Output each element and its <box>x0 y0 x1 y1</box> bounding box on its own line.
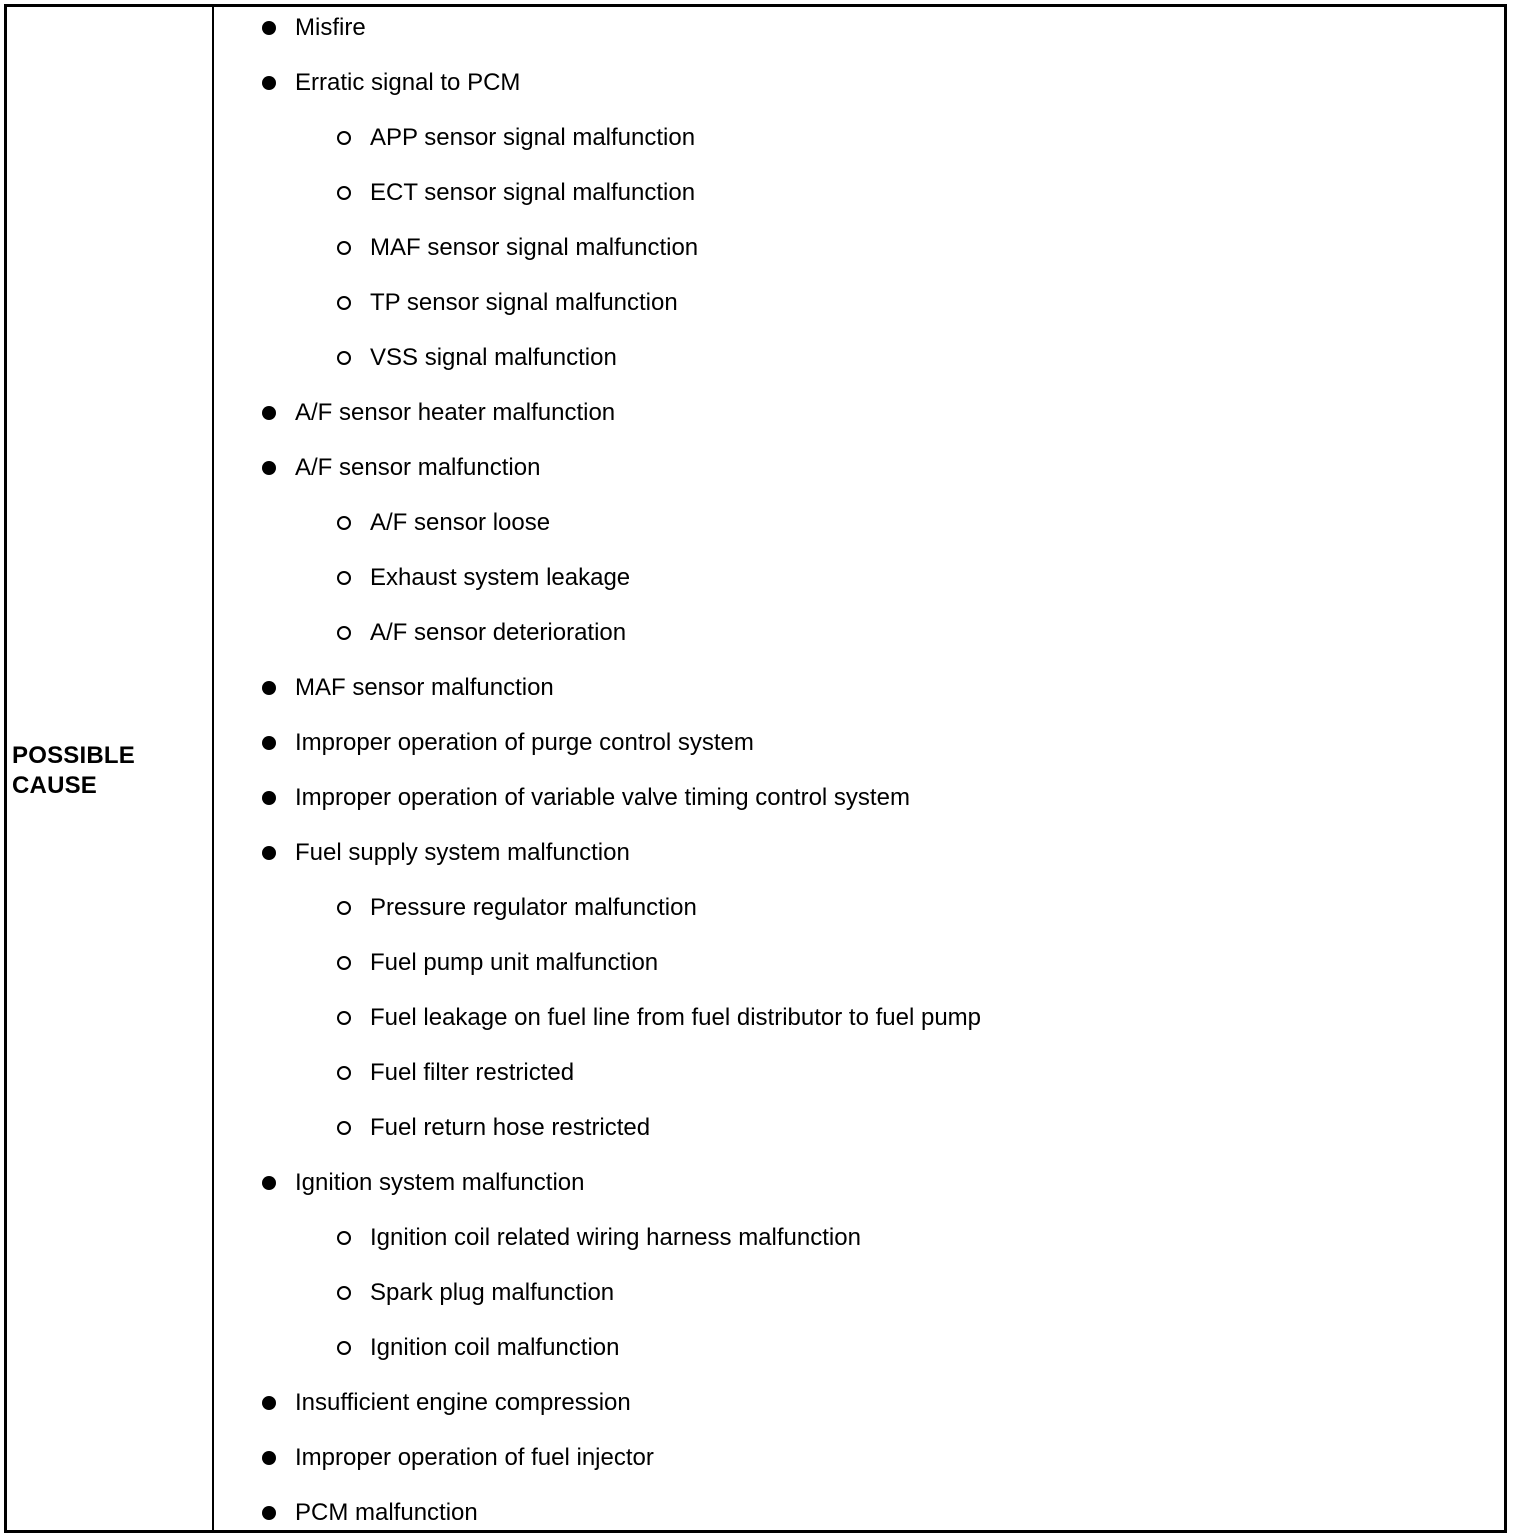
cause-subitem <box>337 233 698 263</box>
cause-text: PCM malfunction <box>295 1499 478 1526</box>
cause-item <box>262 728 754 758</box>
cause-text: Erratic signal to PCM <box>295 69 521 96</box>
filled-bullet-icon <box>262 791 276 805</box>
cause-subitem <box>337 948 658 978</box>
hollow-bullet-icon <box>337 626 351 640</box>
cause-text: Ignition coil related wiring harness malfunction <box>370 1224 861 1251</box>
cause-subitem <box>337 1113 650 1143</box>
cause-text: Spark plug malfunction <box>370 1279 615 1306</box>
cause-item <box>262 1388 631 1418</box>
cause-text: Fuel supply system malfunction <box>295 839 630 866</box>
cause-text: A/F sensor heater malfunction <box>295 399 616 426</box>
hollow-bullet-icon <box>337 571 351 585</box>
filled-bullet-icon <box>262 1396 276 1410</box>
cause-subitem <box>337 618 626 648</box>
cause-text: A/F sensor malfunction <box>295 454 541 481</box>
row-label-line-2: CAUSE <box>12 772 98 799</box>
cause-item <box>262 1498 478 1528</box>
hollow-bullet-icon <box>337 241 351 255</box>
hollow-bullet-icon <box>337 516 351 530</box>
cause-text: Misfire <box>295 14 366 41</box>
cause-text: Improper operation of variable valve timing control system <box>295 784 910 811</box>
cause-item <box>262 838 630 868</box>
cause-subitem <box>337 1333 619 1363</box>
cause-subitem <box>337 1278 614 1308</box>
filled-bullet-icon <box>262 21 276 35</box>
cause-item <box>262 783 910 813</box>
cause-text: Improper operation of fuel injector <box>295 1444 654 1471</box>
row-label-line-1: POSSIBLE <box>12 742 135 769</box>
cause-subitem <box>337 123 695 153</box>
hollow-bullet-icon <box>337 1341 351 1355</box>
filled-bullet-icon <box>262 736 276 750</box>
hollow-bullet-icon <box>337 1011 351 1025</box>
cause-item <box>262 673 554 703</box>
cause-subitem <box>337 178 695 208</box>
hollow-bullet-icon <box>337 1066 351 1080</box>
cause-subitem <box>337 508 550 538</box>
cause-subitem <box>337 563 630 593</box>
cause-text: MAF sensor malfunction <box>295 674 554 701</box>
cause-subitem <box>337 288 678 318</box>
filled-bullet-icon <box>262 846 276 860</box>
filled-bullet-icon <box>262 1506 276 1520</box>
filled-bullet-icon <box>262 1451 276 1465</box>
filled-bullet-icon <box>262 681 276 695</box>
cause-subitem <box>337 343 617 373</box>
cause-text: Fuel return hose restricted <box>370 1114 651 1141</box>
hollow-bullet-icon <box>337 901 351 915</box>
cause-text: A/F sensor loose <box>370 509 551 536</box>
cause-text: Fuel leakage on fuel line from fuel distributor to fuel pump <box>370 1004 982 1031</box>
cause-text: Ignition system malfunction <box>295 1169 585 1196</box>
cause-text: Insufficient engine compression <box>295 1389 631 1416</box>
hollow-bullet-icon <box>337 351 351 365</box>
cause-text: Fuel filter restricted <box>370 1059 575 1086</box>
cause-item <box>262 1443 654 1473</box>
filled-bullet-icon <box>262 1176 276 1190</box>
cause-subitem <box>337 1003 981 1033</box>
cause-text: MAF sensor signal malfunction <box>370 234 699 261</box>
cause-text: Fuel pump unit malfunction <box>370 949 659 976</box>
cause-subitem <box>337 1058 574 1088</box>
filled-bullet-icon <box>262 406 276 420</box>
hollow-bullet-icon <box>337 131 351 145</box>
cause-subitem <box>337 893 697 923</box>
cause-text: Pressure regulator malfunction <box>370 894 697 921</box>
cause-text: TP sensor signal malfunction <box>370 289 678 316</box>
cause-item <box>262 13 366 43</box>
cause-text: ECT sensor signal malfunction <box>370 179 696 206</box>
cause-text: Improper operation of purge control system <box>295 729 754 756</box>
hollow-bullet-icon <box>337 956 351 970</box>
cause-text: A/F sensor deterioration <box>370 619 627 646</box>
cause-text: VSS signal malfunction <box>370 344 617 371</box>
cause-text: Exhaust system leakage <box>370 564 631 591</box>
cause-item <box>262 398 615 428</box>
cause-text: Ignition coil malfunction <box>370 1334 620 1361</box>
filled-bullet-icon <box>262 76 276 90</box>
hollow-bullet-icon <box>337 296 351 310</box>
filled-bullet-icon <box>262 461 276 475</box>
hollow-bullet-icon <box>337 1286 351 1300</box>
cause-item <box>262 1168 584 1198</box>
hollow-bullet-icon <box>337 1121 351 1135</box>
cause-text: APP sensor signal malfunction <box>370 124 696 151</box>
hollow-bullet-icon <box>337 1231 351 1245</box>
cause-item <box>262 68 520 98</box>
cause-subitem <box>337 1223 861 1253</box>
cause-item <box>262 453 540 483</box>
hollow-bullet-icon <box>337 186 351 200</box>
